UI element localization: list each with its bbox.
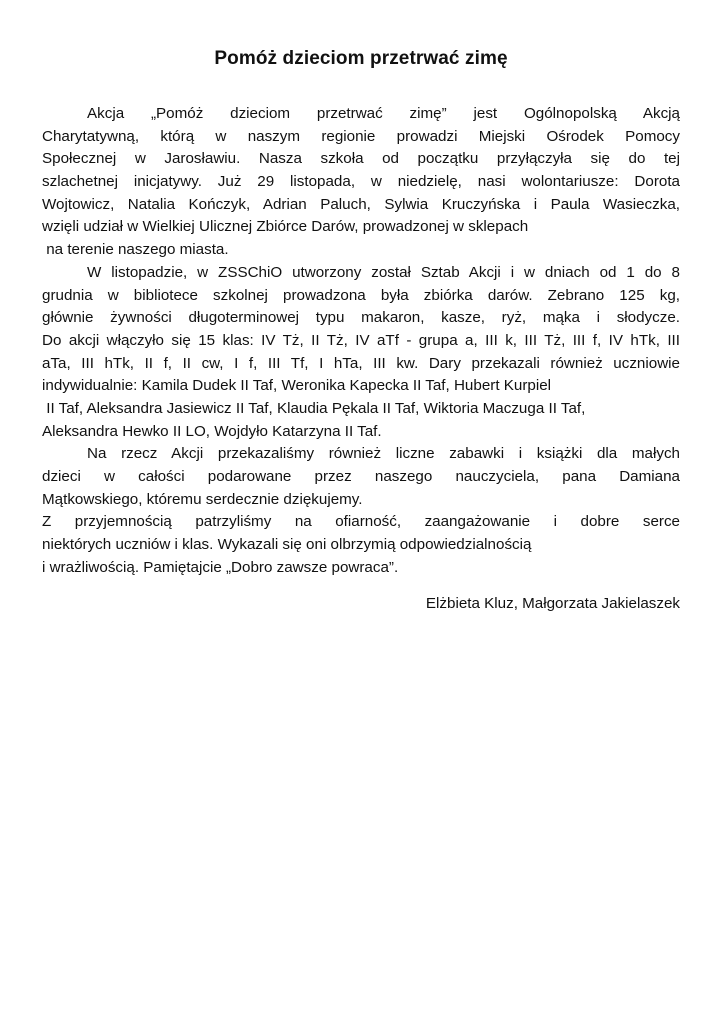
body-line: II Taf, Aleksandra Jasiewicz II Taf, Klaudia Pękala II Taf, Wiktoria Maczuga II Taf, xyxy=(42,399,586,417)
body-line: szlachetnej inicjatywy. Już 29 listopada, w niedzielę, nasi wolontariusze: Dorota xyxy=(42,173,680,191)
body-line: Społecznej w Jarosławiu. Nasza szkoła od początku przyłączyła się do tej xyxy=(42,150,680,168)
body-line: głównie żywności długoterminowej typu makaron, kasze, ryż, mąka i słodycze. xyxy=(42,309,680,327)
body-line: grudnia w bibliotece szkolnej prowadzona była zbiórka darów. Zebrano 125 kg, xyxy=(42,286,680,304)
document-title: Pomóż dzieciom przetrwać zimę xyxy=(214,48,508,69)
body-line: Aleksandra Hewko II LO, Wojdyło Katarzyna II Taf. xyxy=(42,422,382,440)
document-page xyxy=(42,48,680,612)
signature: Elżbieta Kluz, Małgorzata Jakielaszek xyxy=(425,595,680,613)
body-line: Mątkowskiego, któremu serdecznie dziękujemy. xyxy=(42,490,363,508)
body-line: dzieci w całości podarowane przez naszego nauczyciela, pana Damiana xyxy=(42,468,680,485)
body-line: na terenie naszego miasta. xyxy=(42,241,229,259)
body-line: Wojtowicz, Natalia Kończyk, Adrian Paluch, Sylwia Kruczyńska i Paula Wasieczka, xyxy=(42,195,680,213)
body-line: i wrażliwością. Pamiętajcie „Dobro zawsze powraca”. xyxy=(42,558,399,576)
body-line: Do akcji włączyło się 15 klas: IV Tż, II Tż, IV aTf - grupa a, III k, III Tż, III f, IV hTk, III xyxy=(42,331,680,349)
body-line: Z przyjemnością patrzyliśmy na ofiarność, zaangażowanie i dobre serce xyxy=(42,513,680,531)
body-line: aTa, III hTk, II f, II cw, I f, III Tf, I hTa, III kw. Dary przekazali również uczniowie xyxy=(42,354,680,372)
body-line: Charytatywną, którą w naszym regionie prowadzi Miejski Ośrodek Pomocy xyxy=(42,127,680,145)
body-line: wzięli udział w Wielkiej Ulicznej Zbiórce Darów, prowadzonej w sklepach xyxy=(42,218,529,236)
body-line: indywidualnie: Kamila Dudek II Taf, Weronika Kapecka II Taf, Hubert Kurpiel xyxy=(42,377,552,395)
body-line: Akcja „Pomóż dzieciom przetrwać zimę” jest Ogólnopolską Akcją xyxy=(87,105,680,122)
body-line: Na rzecz Akcji przekazaliśmy również liczne zabawki i książki dla małych xyxy=(87,445,680,463)
body-line: W listopadzie, w ZSSChiO utworzony został Sztab Akcji i w dniach od 1 do 8 xyxy=(87,263,680,281)
document-body xyxy=(42,103,680,579)
body-line: niektórych uczniów i klas. Wykazali się oni olbrzymią odpowiedzialnością xyxy=(42,536,532,554)
